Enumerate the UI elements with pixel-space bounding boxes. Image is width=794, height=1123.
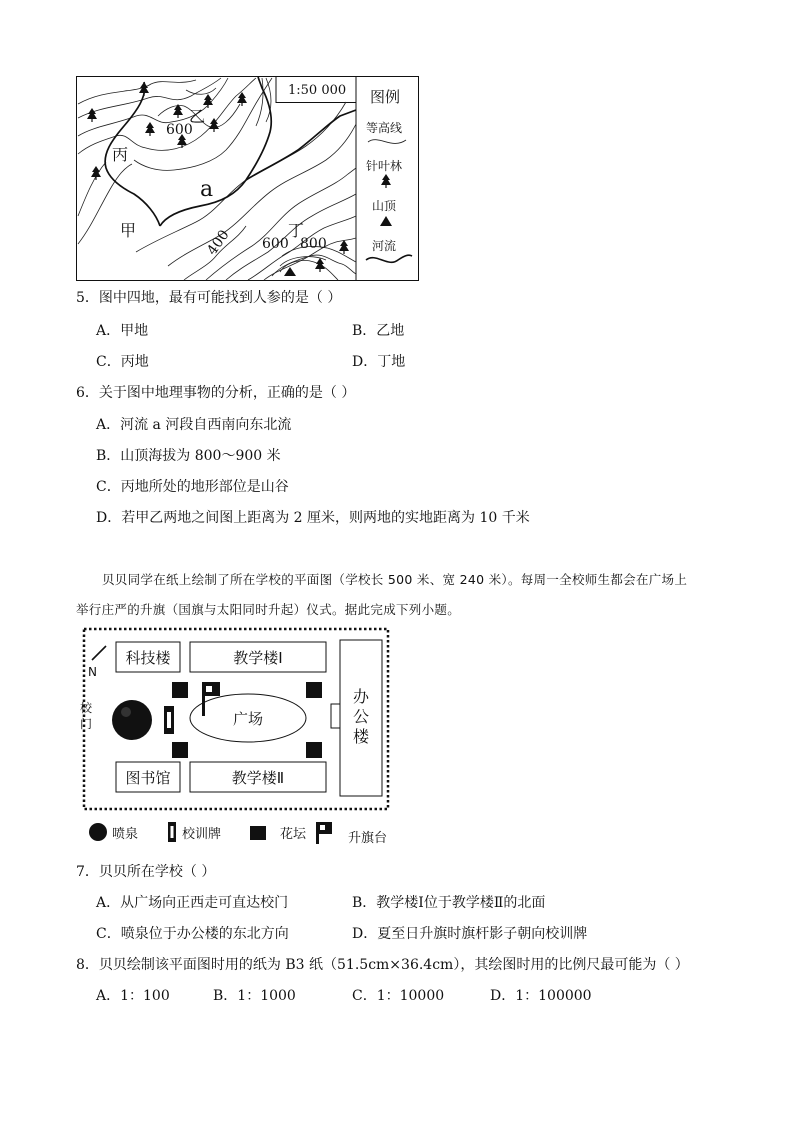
q5-option-b[interactable]: B．乙地 [352,323,405,339]
legend-flowerbed-icon [250,826,266,840]
contour-label-400: 400 [204,227,233,259]
intro-line-2: 举行庄严的升旗（国旗与太阳同时升起）仪式。据此完成下列小题。 [76,602,461,617]
q6-option-c[interactable]: C．丙地所处的地形部位是山谷 [96,479,289,495]
q7-option-a[interactable]: A．从广场向正西走可直达校门 [96,895,289,911]
topographic-map [76,76,420,282]
legend-river-label: 河流 [372,239,397,253]
north-label: N [88,665,97,679]
flowerbed [172,742,188,758]
legend-contour-label: 等高线 [366,121,403,135]
q6-option-a[interactable]: A．河流 a 河段自西南向东北流 [96,417,292,433]
question-5: 5．图中四地，最有可能找到人参的是（ ） [76,290,342,306]
legend-fountain-icon [89,823,107,841]
library-label: 图书馆 [125,769,171,787]
flowerbed [172,682,188,698]
place-bing: 丙 [112,145,129,164]
tech-building-label: 科技楼 [125,649,171,667]
legend-peak-label: 山顶 [372,199,397,213]
contour-label-800: 800 [300,236,327,252]
place-yi: 乙 [189,107,206,126]
map-scale: 1:50 000 [288,83,347,98]
gate-label: 校门 [80,701,93,731]
fountain [112,700,152,740]
school-plan [76,624,406,856]
q6-option-b[interactable]: B．山顶海拔为 800～900 米 [96,448,281,464]
q7-option-b[interactable]: B．教学楼Ⅰ位于教学楼Ⅱ的北面 [352,895,546,911]
contour-label-600-bottom: 600 [262,236,289,252]
q5-option-c[interactable]: C．丙地 [96,354,149,370]
q8-option-d[interactable]: D．1：100000 [490,988,592,1004]
legend-title: 图例 [370,88,401,106]
q5-option-a[interactable]: A．甲地 [96,323,149,339]
question-7: 7．贝贝所在学校（ ） [76,864,216,880]
legend-fountain-label: 喷泉 [112,827,139,842]
legend-flowerbed-label: 花坛 [280,827,307,842]
place-ding: 丁 [288,221,305,240]
legend-sign-label: 校训牌 [182,827,222,842]
legend-flag-label: 升旗台 [348,831,388,846]
square-label: 广场 [232,710,264,728]
q6-option-d[interactable]: D．若甲乙两地之间图上距离为 2 厘米，则两地的实地距离为 10 千米 [96,510,530,526]
contour-label-600-top: 600 [166,122,193,138]
north-arrow-icon [92,646,106,660]
legend-flag-icon [316,822,332,844]
q7-option-d[interactable]: D．夏至日升旗时旗杆影子朝向校训牌 [352,926,588,942]
place-jia: 甲 [120,221,137,240]
q8-option-b[interactable]: B．1：1000 [213,988,296,1004]
question-8: 8．贝贝绘制该平面图时用的纸为 B3 纸（51.5cm×36.4cm），其绘图时用的比例尺最可能为（ ） [76,957,689,973]
teaching-building-1-label: 教学楼Ⅰ [233,649,283,667]
legend-conifer-label: 针叶林 [366,159,403,173]
q8-option-a[interactable]: A．1：100 [96,988,170,1004]
q7-option-c[interactable]: C．喷泉位于办公楼的东北方向 [96,926,289,942]
q8-option-c[interactable]: C．1：10000 [352,988,445,1004]
office-label: 办公楼 [352,687,370,746]
q5-option-d[interactable]: D．丁地 [352,354,406,370]
question-6: 6．关于图中地理事物的分析，正确的是（ ） [76,385,356,401]
river-a-label: a [200,177,214,202]
flowerbed [306,682,322,698]
teaching-building-2-label: 教学楼Ⅱ [231,769,285,787]
intro-line-1: 贝贝同学在纸上绘制了所在学校的平面图（学校长 500 米、宽 240 米）。每周一全校师生都会在广场上 [102,572,688,587]
flowerbed [306,742,322,758]
